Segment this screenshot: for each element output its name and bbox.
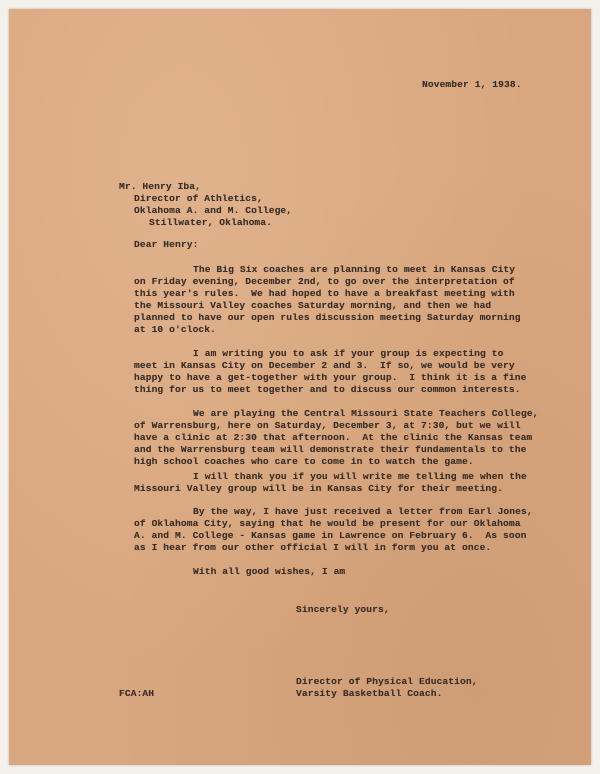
- paragraph-line: meet in Kansas City on December 2 and 3. If so, we would be very: [134, 360, 515, 371]
- paragraph-line: this year's rules. We had hoped to have a breakfast meeting with: [134, 288, 515, 299]
- salutation: Dear Henry:: [134, 239, 199, 250]
- paragraph-line: on Friday evening, December 2nd, to go over the interpretation of: [134, 276, 515, 287]
- good-wishes: With all good wishes, I am: [193, 566, 346, 577]
- paragraph-line: A. and M. College - Kansas game in Lawrence on February 6. As soon: [134, 530, 527, 541]
- paragraph-line: I am writing you to ask if your group is expecting to: [193, 348, 504, 359]
- paragraph-line: happy to have a get-together with your group. I think it is a fine: [134, 372, 527, 383]
- paragraph-line: and the Warrensburg team will demonstrate their fundamentals to the: [134, 444, 527, 455]
- paragraph-line: I will thank you if you will write me telling me when the: [193, 471, 527, 482]
- paragraph-line: as I hear from our other official I will in form you at once.: [134, 542, 492, 553]
- recipient-line: Mr. Henry Iba,: [119, 181, 202, 192]
- recipient-line: Stillwater, Oklahoma.: [149, 217, 273, 228]
- paragraph-line: The Big Six coaches are planning to meet in Kansas City: [193, 264, 516, 275]
- recipient-line: Director of Athletics,: [134, 193, 263, 204]
- typist-initials: FCA:AH: [119, 688, 155, 699]
- signature-title: Varsity Basketball Coach.: [296, 688, 443, 699]
- signature-title: Director of Physical Education,: [296, 676, 478, 687]
- paragraph-line: of Oklahoma City, saying that he would be present for our Oklahoma: [134, 518, 521, 529]
- paragraph-line: the Missouri Valley coaches Saturday morning, and then we had: [134, 300, 492, 311]
- paragraph-line: at 10 o'clock.: [134, 324, 217, 335]
- paragraph-line: of Warrensburg, here on Saturday, December 3, at 7:30, but we will: [134, 420, 521, 431]
- closing: Sincerely yours,: [296, 604, 390, 615]
- paragraph-line: planned to have our open rules discussion meeting Saturday morning: [134, 312, 521, 323]
- paragraph-line: By the way, I have just received a letter from Earl Jones,: [193, 506, 533, 517]
- paragraph-line: thing for us to meet together and to discuss our common interests.: [134, 384, 521, 395]
- paragraph-line: Missouri Valley group will be in Kansas City for their meeting.: [134, 483, 504, 494]
- paragraph-line: have a clinic at 2:30 that afternoon. At the clinic the Kansas team: [134, 432, 533, 443]
- paragraph-line: high school coaches who care to come in to watch the game.: [134, 456, 474, 467]
- paragraph-line: We are playing the Central Missouri State Teachers College,: [193, 408, 539, 419]
- recipient-line: Oklahoma A. and M. College,: [134, 205, 293, 216]
- letter-date: November 1, 1938.: [422, 79, 522, 90]
